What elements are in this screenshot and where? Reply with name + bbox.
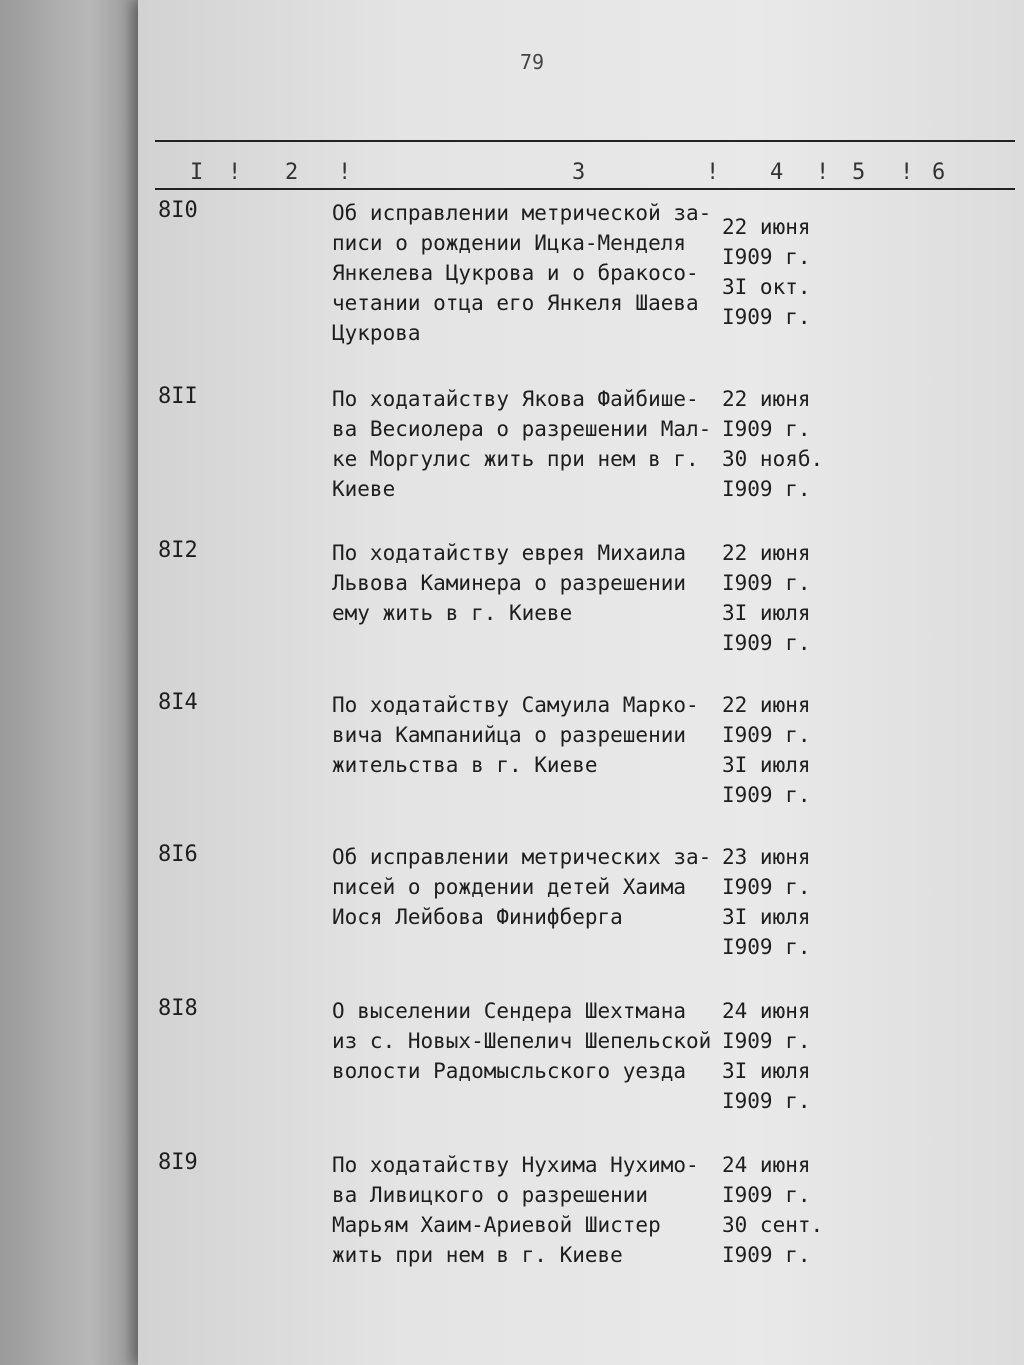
entry-number: 8II bbox=[158, 384, 198, 409]
column-header-1: I bbox=[190, 160, 204, 185]
column-separator: ! bbox=[706, 160, 720, 185]
entry-number: 8I8 bbox=[158, 996, 198, 1021]
column-separator: ! bbox=[338, 160, 352, 185]
entry-dates: 22 июня I909 г. 3I июля I909 г. bbox=[722, 541, 811, 655]
entry-title: По ходатайству Нухима Нухимо- ва Ливицкого о разрешении Марьям Хаим-Ариевой Шистер жить при нем в г. Киеве bbox=[332, 1153, 699, 1267]
entry-title: По ходатайству Самуила Марко- вича Кампанийца о разрешении жительства в г. Киеве bbox=[332, 693, 699, 777]
entry-dates: 22 июня I909 г. 3I июля I909 г. bbox=[722, 693, 811, 807]
entry-number: 8I4 bbox=[158, 690, 198, 715]
column-separator: ! bbox=[228, 160, 242, 185]
column-header-6: 6 bbox=[932, 160, 946, 185]
entry-number: 8I9 bbox=[158, 1150, 198, 1175]
column-separator: ! bbox=[816, 160, 830, 185]
column-header-2: 2 bbox=[285, 160, 299, 185]
column-header-3: 3 bbox=[572, 160, 586, 185]
entry-number: 8I0 bbox=[158, 198, 198, 223]
column-header-4: 4 bbox=[770, 160, 784, 185]
entry-dates: 24 июня I909 г. 30 сент. I909 г. bbox=[722, 1153, 824, 1267]
entry-dates: 22 июня I909 г. 3I окт. I909 г. bbox=[722, 215, 811, 329]
entry-number: 8I2 bbox=[158, 538, 198, 563]
entry-dates: 23 июня I909 г. 3I июля I909 г. bbox=[722, 845, 811, 959]
entry-title: Об исправлении метрической за- писи о рождении Ицка-Менделя Янкелева Цукрова и о бракосо- четании отца его Янкеля Шаева Цукрова bbox=[332, 201, 712, 345]
table-header-top-rule bbox=[155, 140, 1015, 142]
entry-title: Об исправлении метрических за- писей о рождении детей Хаима Иося Лейбова Финифберга bbox=[332, 845, 712, 929]
entry-dates: 24 июня I909 г. 3I июля I909 г. bbox=[722, 999, 811, 1113]
page-number: 79 bbox=[520, 50, 545, 74]
table-header-bottom-rule bbox=[155, 188, 1015, 190]
entry-title: О выселении Сендера Шехтмана из с. Новых-Шепелич Шепельской волости Радомысльского уезда bbox=[332, 999, 712, 1083]
entry-title: По ходатайству еврея Михаила Львова Каминера о разрешении ему жить в г. Киеве bbox=[332, 541, 687, 625]
column-separator: ! bbox=[900, 160, 914, 185]
entry-title: По ходатайству Якова Файбише- ва Весиолера о разрешении Мал- ке Моргулис жить при нем в г. Киеве bbox=[332, 387, 712, 501]
previous-page-edge bbox=[0, 0, 150, 1365]
entry-number: 8I6 bbox=[158, 842, 198, 867]
entry-dates: 22 июня I909 г. 30 нояб. I909 г. bbox=[722, 387, 824, 501]
column-header-5: 5 bbox=[852, 160, 866, 185]
